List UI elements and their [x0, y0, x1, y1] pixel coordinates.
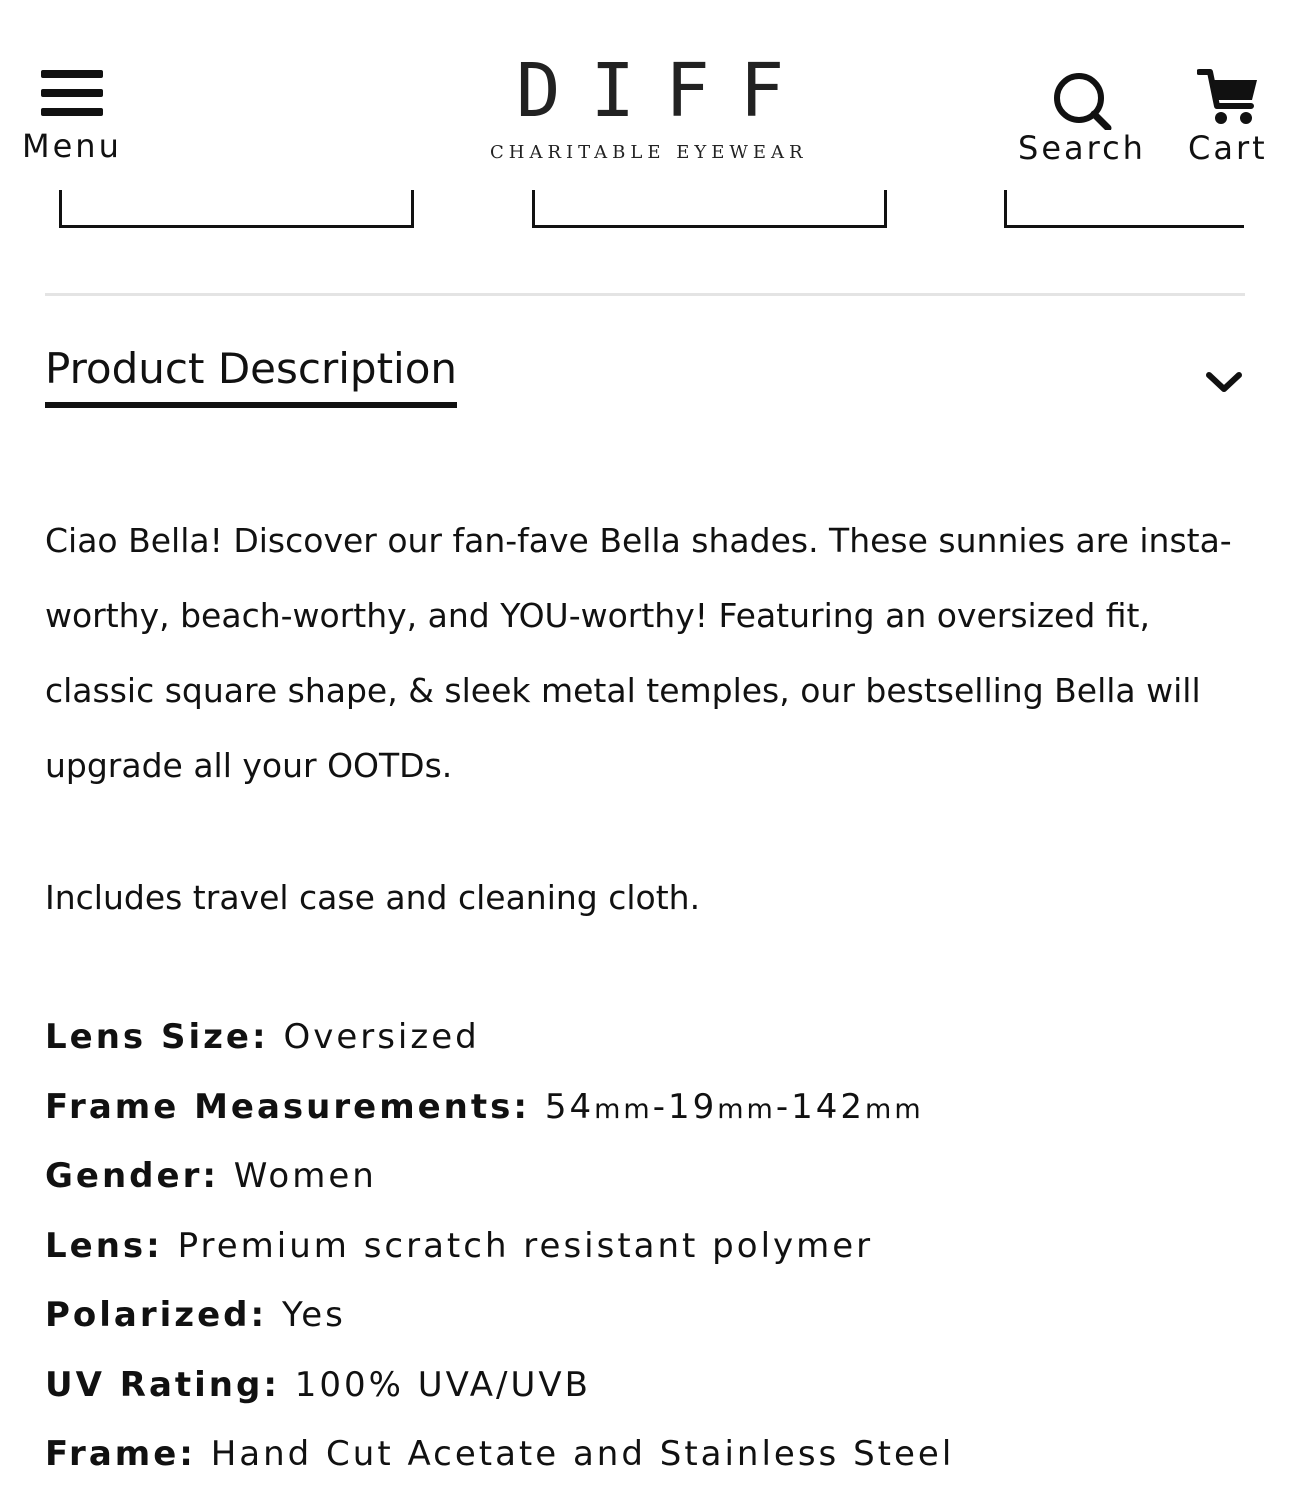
- search-button[interactable]: [1018, 70, 1146, 167]
- spec-list: [45, 1003, 954, 1490]
- spec-gender: [45, 1142, 954, 1212]
- spec-value: Hand Cut Acetate and Stainless Steel: [210, 1434, 955, 1474]
- spec-key: Polarized:: [45, 1295, 268, 1335]
- section-divider: [45, 293, 1245, 296]
- spec-polarized: [45, 1281, 954, 1351]
- spec-value-bridge-width: 19: [667, 1086, 718, 1127]
- menu-label: Menu: [22, 127, 122, 165]
- spec-key: UV Rating:: [45, 1364, 280, 1405]
- spec-key: Gender:: [45, 1156, 219, 1196]
- spec-key: Frame Measurements:: [45, 1086, 530, 1127]
- chevron-down-icon[interactable]: [1204, 368, 1244, 398]
- search-icon: [1052, 70, 1112, 130]
- spec-unit: mm: [717, 1093, 776, 1125]
- cart-icon: [1197, 66, 1259, 128]
- spec-key: Lens:: [45, 1225, 163, 1266]
- cart-button[interactable]: [1188, 66, 1268, 167]
- search-label: Search: [1018, 129, 1146, 167]
- spec-key: Lens Size:: [45, 1017, 269, 1057]
- spec-value: Women: [233, 1156, 377, 1196]
- spec-value-lens-width: 54: [544, 1086, 595, 1127]
- spec-value: Premium scratch resistant polymer: [177, 1225, 874, 1266]
- hamburger-icon: [41, 70, 103, 116]
- spec-frame: [45, 1420, 954, 1490]
- spec-uv-rating: [45, 1351, 954, 1421]
- cart-label: Cart: [1188, 129, 1268, 167]
- site-header: [0, 0, 1290, 190]
- spec-frame-measurements: [45, 1073, 954, 1143]
- logo-tagline: CHARITABLE EYEWEAR: [490, 142, 808, 163]
- spec-value: Yes: [281, 1295, 346, 1335]
- spec-unit: mm: [594, 1093, 653, 1125]
- spec-lens: [45, 1212, 954, 1282]
- included-items-text: Includes travel case and cleaning cloth.: [45, 878, 701, 917]
- spec-value: 100% UVA/UVB: [294, 1364, 591, 1405]
- spec-key: Frame:: [45, 1434, 196, 1474]
- description-paragraph: Ciao Bella! Discover our fan-fave Bella shades. These sunnies are insta-worthy, beach-worthy, and YOU-worthy! Featuring an oversized fit, classic square shape, & sleek metal temples, our bestselling Bella will upgrade all your OOTDs.: [45, 521, 1232, 785]
- spec-unit: mm: [865, 1093, 924, 1125]
- menu-button[interactable]: [22, 70, 122, 165]
- spec-value-temple-length: 142: [791, 1086, 866, 1127]
- product-description-toggle[interactable]: Product Description: [45, 346, 457, 408]
- spec-lens-size: [45, 1003, 954, 1073]
- spec-separator: -: [652, 1086, 668, 1127]
- spec-value: Oversized: [283, 1017, 480, 1057]
- logo-wordmark: DIFF: [516, 48, 815, 134]
- brand-logo[interactable]: [490, 48, 815, 163]
- spec-separator: -: [775, 1086, 792, 1127]
